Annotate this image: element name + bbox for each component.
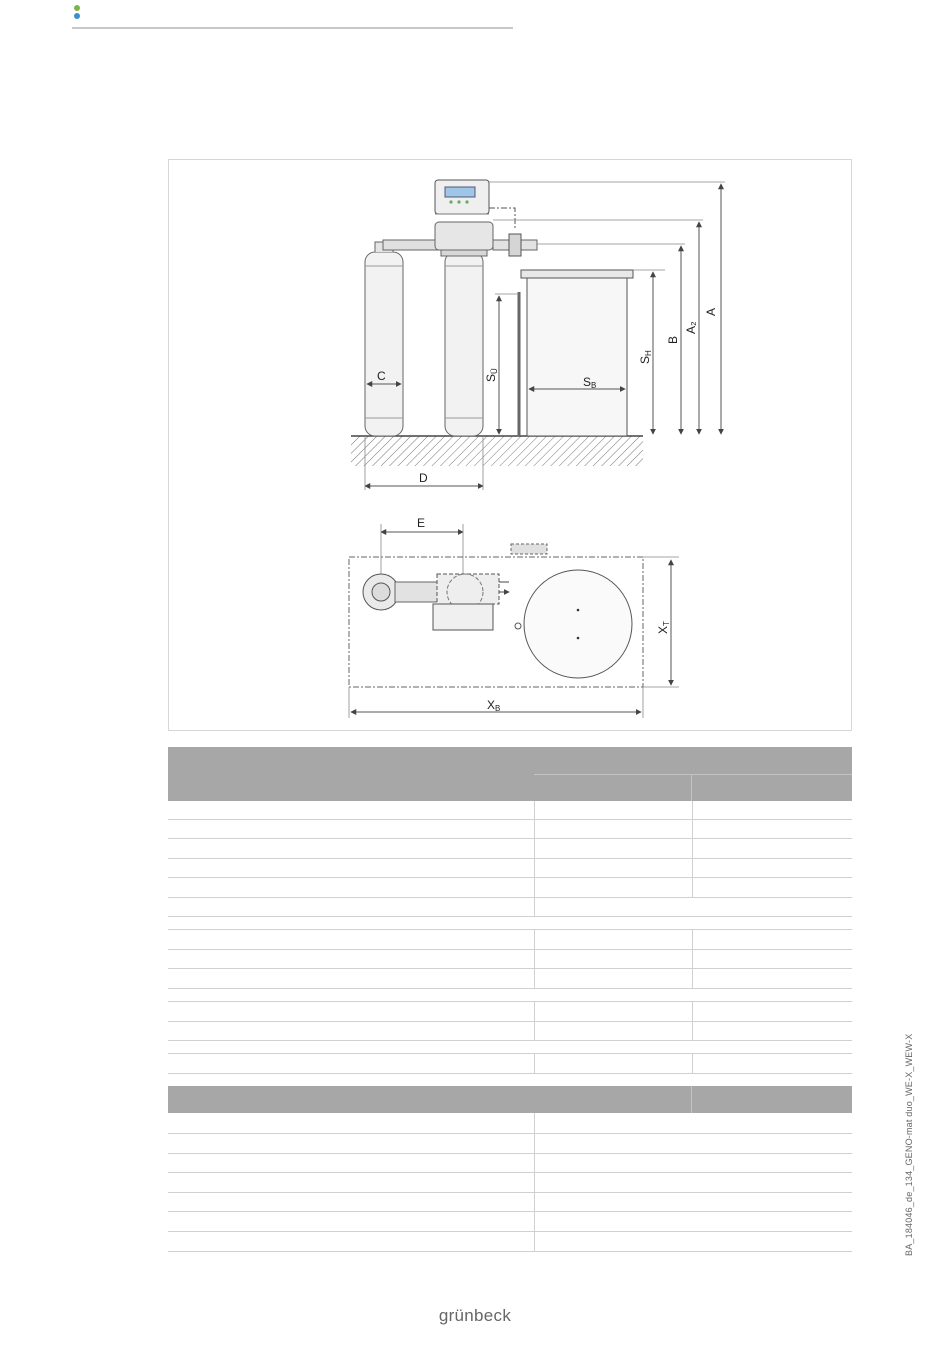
- table-row: [168, 1002, 852, 1022]
- footer-brand: grünbeck: [438, 1306, 512, 1325]
- table-row: [168, 1113, 852, 1134]
- label-sb-main: S: [583, 375, 592, 389]
- label-xb: [487, 698, 500, 713]
- control-valve: [435, 222, 493, 256]
- table-row: [168, 820, 852, 839]
- dimension-drawing-svg: [169, 160, 853, 732]
- controller-unit: [435, 180, 489, 214]
- label-sh: [638, 350, 653, 364]
- label-su-main: S: [484, 373, 498, 382]
- left-column: [365, 242, 403, 436]
- logo-dot-blue: [74, 13, 80, 19]
- table-section-header: [168, 1086, 852, 1113]
- document-reference: BA_184046_de_134_GENO-mat duo_WE-X_WEW-X: [904, 1033, 914, 1256]
- table-row: [168, 1173, 852, 1193]
- right-column: [445, 252, 483, 436]
- outlet-fitting: [493, 234, 537, 256]
- label-xb-main: X: [487, 698, 496, 712]
- table-row: [168, 1134, 852, 1154]
- table-row: [168, 1022, 852, 1041]
- table-row: [168, 969, 852, 989]
- label-xt-sub: T: [662, 621, 671, 626]
- label-e: E: [417, 516, 426, 530]
- table-row: [168, 989, 852, 1002]
- label-xt-main: X: [656, 625, 670, 634]
- plan-view-equipment: [363, 544, 632, 678]
- logo-dot-green: [74, 5, 80, 11]
- dimension-drawing: [168, 159, 852, 731]
- table-row: [168, 1232, 852, 1252]
- table-row: [168, 950, 852, 969]
- label-xt: [656, 621, 671, 634]
- table-row: [168, 859, 852, 878]
- table-row: [168, 1193, 852, 1212]
- label-a2: A₂: [684, 321, 698, 334]
- table-row: [168, 878, 852, 898]
- connecting-pipe: [383, 240, 443, 250]
- table-row: [168, 898, 852, 917]
- table-header-subband: [534, 774, 852, 801]
- label-sh-main: S: [638, 355, 652, 364]
- label-su-sub: Ü: [490, 368, 499, 374]
- label-sh-sub: H: [644, 350, 653, 356]
- table-section-divider: [691, 1086, 692, 1113]
- table-row: [168, 1212, 852, 1232]
- table-row: [168, 839, 852, 859]
- table-row: [168, 917, 852, 930]
- label-a: A: [704, 307, 718, 316]
- label-su: [484, 368, 499, 382]
- header-rule: [72, 27, 513, 29]
- label-sb-sub: B: [591, 381, 597, 390]
- label-b: B: [666, 335, 680, 344]
- table-row: [168, 1054, 852, 1074]
- brand-logo-dots: [74, 5, 82, 23]
- label-d: D: [419, 471, 428, 485]
- label-xb-sub: B: [495, 704, 501, 713]
- table-row: [168, 930, 852, 950]
- table-row: [168, 1041, 852, 1054]
- table-row: [168, 801, 852, 820]
- brine-tank: [519, 270, 633, 436]
- floor-hatching: [351, 436, 643, 466]
- label-c: C: [377, 369, 386, 383]
- table-header-divider: [691, 774, 692, 801]
- table-row: [168, 1154, 852, 1173]
